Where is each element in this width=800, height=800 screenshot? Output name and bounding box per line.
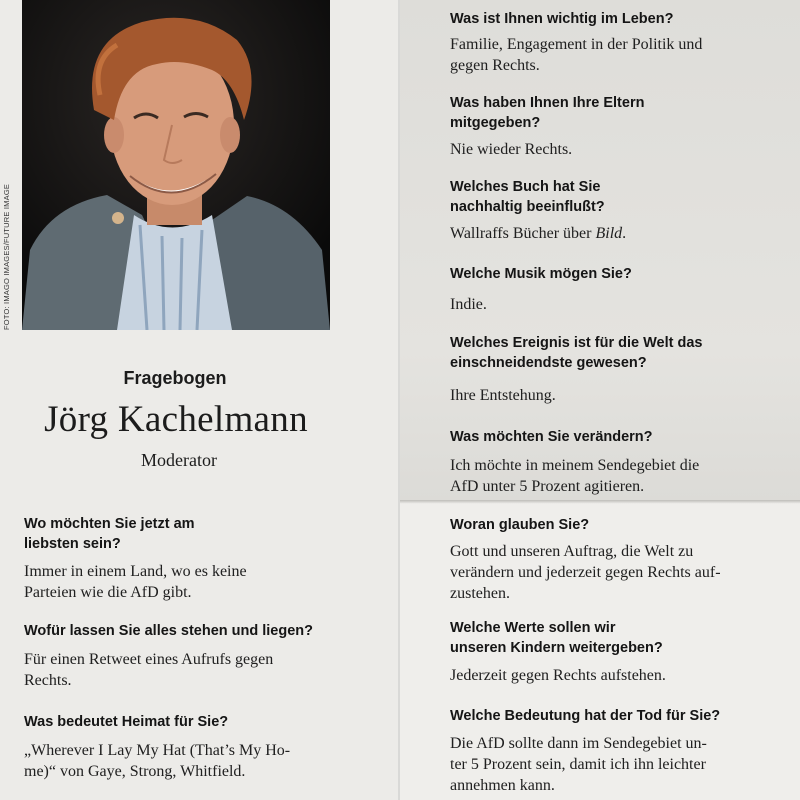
question-heading: Welche Bedeutung hat der Tod für Sie? bbox=[450, 708, 721, 724]
answer-text: Nie wieder Rechts. bbox=[450, 141, 573, 158]
photo-credit: FOTO: IMAGO IMAGES/FUTURE IMAGE bbox=[2, 183, 11, 330]
person-role: Moderator bbox=[141, 450, 217, 470]
answer-text: Für einen Retweet eines Aufrufs gegen Rechts. bbox=[24, 651, 274, 689]
answer-text: Ich möchte in meinem Sendegebiet die AfD unter 5 Prozent agitieren. bbox=[450, 457, 700, 495]
right-newspaper-column bbox=[400, 0, 800, 800]
answer-text: Gott und unseren Auftrag, die Welt zu verändern und jederzeit gegen Rechts auf- zustehen. bbox=[450, 543, 721, 602]
left-newspaper-column bbox=[0, 0, 398, 800]
portrait-illustration bbox=[22, 0, 330, 330]
question-heading: Welches Ereignis ist für die Welt das einschneidendste gewesen? bbox=[450, 335, 703, 371]
question-heading: Welche Werte sollen wir unseren Kindern weitergeben? bbox=[450, 620, 663, 656]
answer-text: Wallraffs Bücher über Bild. bbox=[450, 225, 627, 242]
answer-text: Indie. bbox=[450, 296, 487, 313]
answer-text: Jederzeit gegen Rechts aufstehen. bbox=[450, 667, 666, 684]
question-heading: Wofür lassen Sie alles stehen und liegen? bbox=[24, 623, 314, 639]
section-title: Fragebogen bbox=[123, 368, 227, 388]
answer-text: Die AfD sollte dann im Sendegebiet un- ter 5 Prozent sein, damit ich ihn leichter annehmen kann. bbox=[450, 735, 707, 794]
question-heading: Was haben Ihnen Ihre Eltern mitgegeben? bbox=[450, 95, 645, 131]
answer-text: Ihre Entstehung. bbox=[450, 387, 556, 404]
person-name: Jörg Kachelmann bbox=[44, 399, 308, 440]
portrait-photo bbox=[22, 0, 330, 330]
answer-text: Familie, Engagement in der Politik und gegen Rechts. bbox=[450, 36, 703, 74]
answer-text: Immer in einem Land, wo es keine Parteien wie die AfD gibt. bbox=[24, 563, 247, 601]
question-heading: Was ist Ihnen wichtig im Leben? bbox=[450, 11, 674, 27]
question-heading: Wo möchten Sie jetzt am liebsten sein? bbox=[24, 516, 195, 552]
question-heading: Was bedeutet Heimat für Sie? bbox=[24, 714, 229, 730]
question-heading: Was möchten Sie verändern? bbox=[450, 429, 653, 445]
answer-text: „Wherever I Lay My Hat (That’s My Ho- me)“ von Gaye, Strong, Whitfield. bbox=[24, 742, 291, 780]
question-heading: Welches Buch hat Sie nachhaltig beeinflußt? bbox=[450, 179, 605, 215]
question-heading: Woran glauben Sie? bbox=[450, 517, 590, 533]
question-heading: Welche Musik mögen Sie? bbox=[450, 266, 632, 282]
